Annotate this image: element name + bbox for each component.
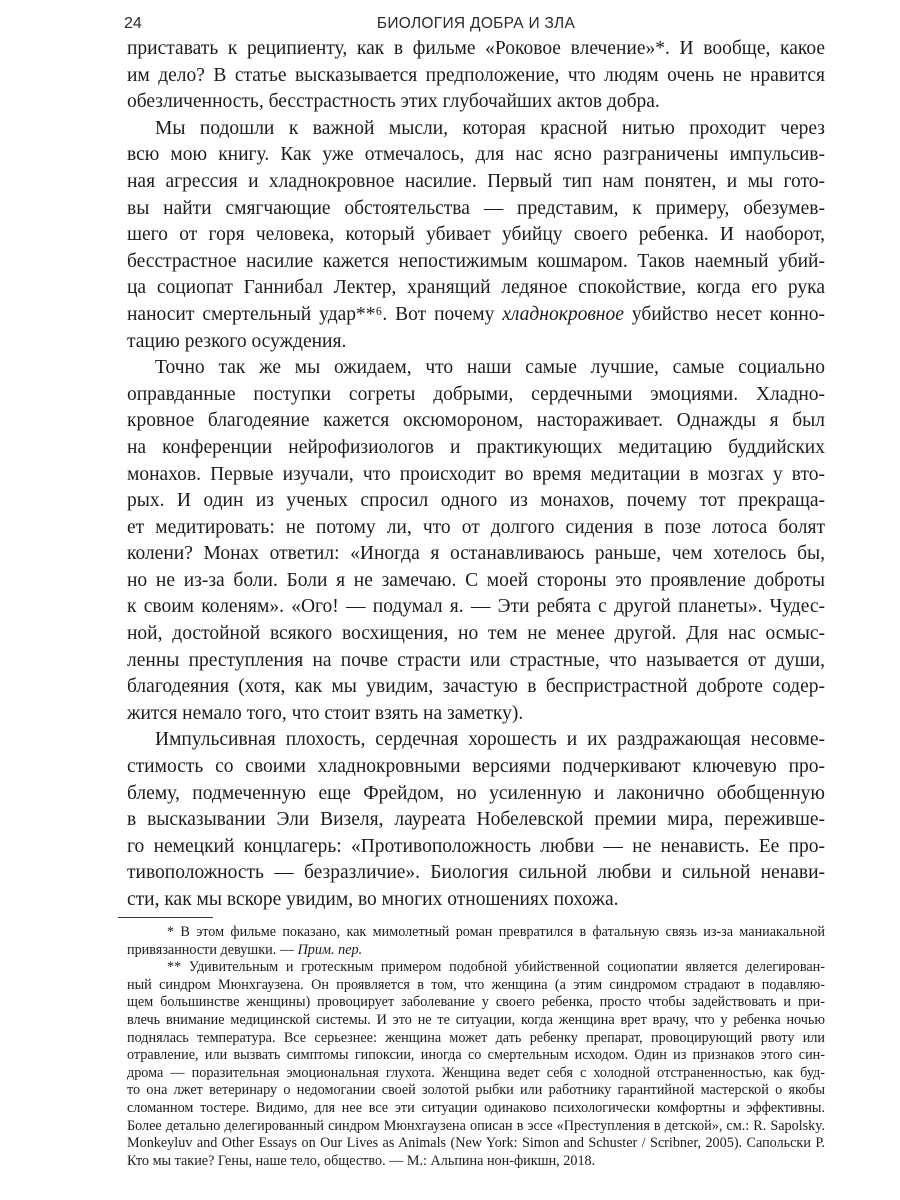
text-line: ца социопат Ганнибал Лектер, хранящий ледяное спокойствие, когда его рука	[127, 277, 825, 299]
paragraph	[127, 727, 825, 913]
text-line: щем большинстве женщины) провоцирует заболевание у своего ребенка, просто чтобы задействовать и при-	[127, 994, 825, 1011]
text-line: в высказывании Эли Визеля, лауреата Нобелевской премии мира, пережившe-	[127, 809, 825, 831]
text-line: ** Удивительным и гротескным примером подобной убийственной социопатии является делегирован-	[167, 959, 825, 976]
text-line: сломанном тостере. Видимо, для нее все эти ситуации одинаково психологически комфортны и эффективны.	[127, 1099, 825, 1116]
text-line: * В этом фильме показано, как мимолетный роман превратился в фатальную связь из-за маниакальной	[167, 924, 825, 940]
text-line: стимость со своими хладнокровными версиями подчеркивают ключевую про-	[127, 756, 825, 778]
text-line: ет медитировать: не потому ли, что от долгого сидения в позе лотоса болят	[127, 516, 825, 538]
text-line: им дело? В статье высказывается предположение, что людям очень не нравится	[127, 64, 825, 86]
text-line: дрома — поразительная эмоциональная глухота. Женщина ведет себя с холодной отстраненностью, как буд-	[127, 1064, 825, 1081]
text-segment: привязанности девушки. —	[127, 941, 298, 958]
text-line: вы найти смягчающие обстоятельства — представим, к примеру, обезумев-	[127, 197, 825, 219]
text-line: отравление, или вызвать симптомы гипоксии, иногда со смертельным исходом. Один из признаков этого син-	[127, 1047, 825, 1064]
text-line: Импульсивная плохость, сердечная хорошесть и их раздражающая несовме-	[155, 729, 825, 751]
text-segment: убийство несет конно-	[623, 303, 825, 325]
text-line: к своим коленям». «Ого! — подумал я. — Эти ребята с другой планеты». Чудес-	[127, 596, 825, 618]
footnotes	[127, 924, 825, 1170]
text-segment: наносит смертельный удар**⁶. Вот почему	[127, 303, 503, 325]
text-line	[127, 302, 825, 329]
text-line: монахов. Первые изучали, что происходит во время медитации в мозгах у вто-	[127, 463, 825, 485]
text-line: то она лжет ветеринару о недомогании своей золотой рыбки или работнику гарантийной мастерской о якобы	[127, 1082, 825, 1099]
text-line: всю мою книгу. Как уже отмечалось, для нас ясно разграничены импульсив-	[127, 144, 825, 166]
text-line: влечь внимание медицинской системы. И это не те ситуации, когда женщина врет врачу, что у ребенка ночью	[127, 1011, 825, 1028]
text-line: сти, как мы вскоре увидим, во многих отношениях похожа.	[127, 889, 619, 910]
text-line: блему, подмеченную еще Фрейдом, но усиленную и лаконично обобщенную	[127, 782, 825, 804]
main-text	[127, 36, 825, 914]
footnote-divider	[118, 917, 213, 918]
paragraph	[127, 36, 825, 116]
text-line: Monkeyluv and Other Essays on Our Lives as Animals (New York: Simon and Schuster / Scribner, 2005). Сапольски Р.	[127, 1135, 825, 1152]
text-line: тивоположность — безразличие». Биология сильной любви и сильной ненави-	[127, 862, 825, 884]
text-line: кровное благодеяние кажется оксюмороном, настораживает. Однажды я был	[127, 410, 825, 432]
text-line: шего от горя человека, который убивает убийцу своего ребенка. И наоборот,	[127, 224, 825, 246]
text-line: приставать к реципиенту, как в фильме «Роковое влечение»*. И вообще, какое	[127, 38, 825, 59]
text-line: ный синдром Мюнхгаузена. Он проявляется в том, что женщина (а этим синдромом страдают в подавляю-	[127, 976, 825, 993]
text-line: ная агрессия и хладнокровное насилие. Первый тип нам понятен, и мы гото-	[127, 170, 825, 192]
text-line: Кто мы такие? Гены, наше тело, общество. — М.: Альпина нон-фикшн, 2018.	[127, 1152, 596, 1169]
paragraph	[127, 116, 825, 355]
text-line: Мы подошли к важной мысли, которая красной нитью проходит через	[155, 117, 825, 139]
text-line: поднялась температура. Все серьезнее: женщина может дать ребенку препарат, провоцирующий рвоту или	[127, 1029, 825, 1046]
italic-text: Прим. пер.	[297, 941, 363, 958]
text-line: тацию резкого осуждения.	[127, 330, 347, 352]
text-line: благодеяния (хотя, как мы увидим, зачастую в беспристрастной доброте содер-	[127, 676, 825, 698]
text-line: ной, достойной всякого восхищения, но тем не менее другой. Для нас осмыс-	[127, 623, 825, 645]
text-line: го немецкий концлагерь: «Противоположность любви — не ненависть. Ее про-	[127, 835, 825, 857]
footnote	[127, 959, 825, 1170]
page-number: 24	[124, 15, 142, 32]
text-line	[127, 942, 825, 960]
footnote	[127, 924, 825, 959]
text-line: ленны преступления на почве страсти или страстные, что называется от души,	[127, 649, 825, 671]
text-line: но не из-за боли. Боли я не замечаю. С моей стороны это проявление доброты	[127, 569, 825, 591]
text-line: на конференции нейрофизиологов и практикующих медитацию буддийских	[127, 436, 825, 458]
running-title: БИОЛОГИЯ ДОБРА И ЗЛА	[376, 15, 576, 32]
text-line: колени? Монах ответил: «Иногда я останавливаюсь раньше, чем хотелось бы,	[127, 543, 825, 565]
paragraph	[127, 355, 825, 727]
text-line: Точно так же мы ожидаем, что наши самые лучшие, самые социально	[155, 357, 825, 379]
text-line: обезличенность, бесстрастность этих глубочайших актов добра.	[127, 91, 660, 113]
text-line: Более детально делегированный синдром Мюнхгаузена описан в эссе «Преступления в детской», см.: R. Sapolsky.	[127, 1117, 825, 1134]
text-line: рых. И один из ученых спросил одного из монахов, почему тот прекраща-	[127, 490, 825, 512]
italic-text: хладнокровное	[502, 303, 624, 325]
text-line: жится немало того, что стоит взять на заметку).	[127, 702, 524, 724]
text-line: бесстрастное насилие кажется непостижимым кошмаром. Таков наемный убий-	[127, 250, 825, 272]
text-line: оправданные поступки согреты добрыми, сердечными эмоциями. Хладно-	[127, 383, 825, 405]
